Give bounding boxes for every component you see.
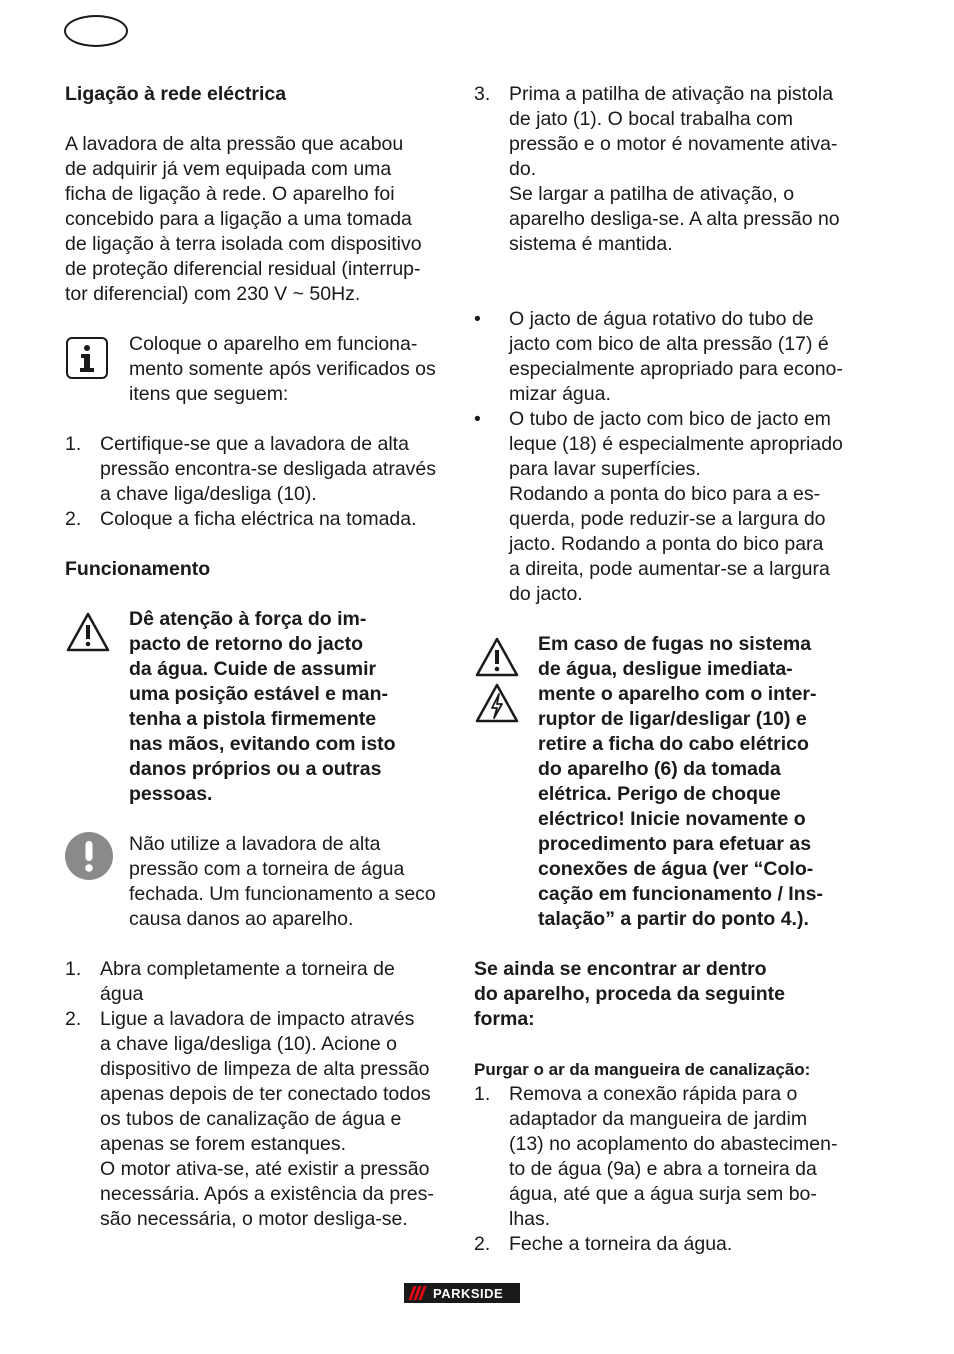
bullet-mark: • <box>474 308 481 330</box>
list-item <box>474 1232 866 1257</box>
text-line: (13) no acoplamento do abastecimen- <box>509 1133 838 1155</box>
text-line: pressão com a torneira de água <box>129 858 405 880</box>
text-line: leque (18) é especialmente apropriado <box>509 433 843 455</box>
text-line: apenas se forem estanques. <box>100 1133 347 1155</box>
heading-connection: Ligação à rede eléctrica <box>65 83 287 105</box>
text-line: do aparelho (6) da tomada <box>538 758 781 780</box>
text-line: apenas depois de ter conectado todos <box>100 1083 431 1105</box>
text-line: a chave liga/desliga (10). <box>100 483 317 505</box>
exclamation-circle-icon <box>65 832 113 887</box>
text-line: pacto de retorno do jacto <box>129 633 364 655</box>
list-item <box>474 82 866 257</box>
text-line: to de água (9a) e abra a torneira da <box>509 1158 817 1180</box>
text-line: são necessária, o motor desliga-se. <box>100 1208 408 1230</box>
text-line: O motor ativa-se, até existir a pressão <box>100 1158 430 1180</box>
text-line: danos próprios ou a outras <box>129 758 382 780</box>
language-oval-icon <box>64 15 128 47</box>
text-line: Coloque a ficha eléctrica na tomada. <box>100 508 417 530</box>
leak-warning-note <box>474 632 866 932</box>
text-line: os tubos de canalização de água e <box>100 1108 402 1130</box>
text-line: pressão e o motor é novamente ativa- <box>509 133 838 155</box>
text-line: para lavar superfícies. <box>509 458 701 480</box>
text-line: Certifique-se que a lavadora de alta <box>100 433 409 455</box>
text-line: elétrica. Perigo de choque <box>538 783 781 805</box>
text-line: de proteção diferencial residual (interrup- <box>65 258 421 280</box>
list-number: 1. <box>474 1083 491 1105</box>
text-line: Dê atenção à força do im- <box>129 608 367 630</box>
text-line: jacto com bico de alta pressão (17) é <box>509 333 829 355</box>
list-number: 1. <box>65 958 82 980</box>
text-line: do aparelho, proceda da seguinte <box>474 983 785 1005</box>
text-line: causa danos ao aparelho. <box>129 908 354 930</box>
list-number: 2. <box>65 1008 82 1030</box>
text-line: ruptor de ligar/desligar (10) e <box>538 708 807 730</box>
bullet-mark: • <box>474 408 481 430</box>
text-line: mento somente após verificados os <box>129 358 436 380</box>
bullet-item <box>474 307 866 407</box>
left-column <box>65 82 450 1232</box>
text-line: a chave liga/desliga (10). Acione o <box>100 1033 398 1055</box>
text-line: de jato (1). O bocal trabalha com <box>509 108 793 130</box>
text-line: Em caso de fugas no sistema <box>538 633 812 655</box>
text-line: cação em funcionamento / Ins- <box>538 883 823 905</box>
list-number: 1. <box>65 433 82 455</box>
caution-note <box>65 832 450 932</box>
purge-title: Purgar o ar da mangueira de canalização: <box>474 1060 811 1079</box>
text-line: Ligue a lavadora de impacto através <box>100 1008 415 1030</box>
warning-note <box>65 607 450 807</box>
text-line: procedimento para efetuar as <box>538 833 812 855</box>
text-line: dispositivo de limpeza de alta pressão <box>100 1058 430 1080</box>
text-line: concebido para a ligação a uma tomada <box>65 208 412 230</box>
text-line: especialmente apropriado para econo- <box>509 358 843 380</box>
list-number: 2. <box>65 508 82 530</box>
text-line: O tubo de jacto com bico de jacto em <box>509 408 831 430</box>
text-line: Coloque o aparelho em funciona- <box>129 333 418 355</box>
right-column <box>474 82 866 1257</box>
electric-hazard-icon <box>474 682 520 731</box>
text-line: jacto. Rodando a ponta do bico para <box>509 533 824 555</box>
text-line: do jacto. <box>509 583 583 605</box>
list-item <box>474 1082 866 1232</box>
text-line: necessária. Após a existência da pres- <box>100 1183 434 1205</box>
text-line: de água, desligue imediata- <box>538 658 793 680</box>
text-line: Se ainda se encontrar ar dentro <box>474 958 767 980</box>
text-line: Não utilize a lavadora de alta <box>129 833 381 855</box>
text-line: da água. Cuide de assumir <box>129 658 377 680</box>
text-line: pressão encontra-se desligada através <box>100 458 437 480</box>
text-line: ficha de ligação à rede. O aparelho foi <box>65 183 395 205</box>
text-line: conexões de água (ver “Colo- <box>538 858 814 880</box>
list-item <box>65 1007 450 1232</box>
list-item <box>65 957 450 1007</box>
text-line: eléctrico! Inicie novamente o <box>538 808 806 830</box>
logo-stripes <box>404 1283 430 1303</box>
text-line: de ligação à terra isolada com dispositivo <box>65 233 422 255</box>
text-line: uma posição estável e man- <box>129 683 389 705</box>
info-icon <box>65 336 109 387</box>
list-item <box>65 507 450 532</box>
heading-operation: Funcionamento <box>65 558 211 580</box>
text-line: Feche a torneira da água. <box>509 1233 733 1255</box>
text-line: mente o aparelho com o inter- <box>538 683 817 705</box>
text-line: retire a ficha do cabo elétrico <box>538 733 809 755</box>
text-line: querda, pode reduzir-se a largura do <box>509 508 826 530</box>
text-line: Remova a conexão rápida para o <box>509 1083 798 1105</box>
text-line: O jacto de água rotativo do tubo de <box>509 308 814 330</box>
warning-triangle-icon <box>65 611 111 660</box>
text-line: A lavadora de alta pressão que acabou <box>65 133 404 155</box>
brand-name: PARKSIDE <box>433 1285 504 1301</box>
text-line: pessoas. <box>129 783 213 805</box>
warning-triangle-icon <box>474 636 520 685</box>
text-line: adaptador da mangueira de jardim <box>509 1108 808 1130</box>
text-line: nas mãos, evitando com isto <box>129 733 396 755</box>
text-line: Abra completamente a torneira de <box>100 958 395 980</box>
text-line: água, até que a água surja sem bo- <box>509 1183 817 1205</box>
text-line: itens que seguem: <box>129 383 289 405</box>
text-line: tenha a pistola firmemente <box>129 708 377 730</box>
text-line: Se largar a patilha de ativação, o <box>509 183 795 205</box>
text-line: sistema é mantida. <box>509 233 673 255</box>
bullet-item <box>474 407 866 607</box>
info-note <box>65 332 450 407</box>
text-line: Prima a patilha de ativação na pistola <box>509 83 834 105</box>
list-number: 3. <box>474 83 491 105</box>
parkside-logo <box>404 1283 520 1303</box>
text-line: lhas. <box>509 1208 551 1230</box>
text-line: forma: <box>474 1008 535 1030</box>
text-line: do. <box>509 158 537 180</box>
connection-paragraph <box>65 132 450 307</box>
text-line: de adquirir já vem equipada com uma <box>65 158 392 180</box>
text-line: tor diferencial) com 230 V ~ 50Hz. <box>65 283 361 305</box>
text-line: a direita, pode aumentar-se a largura <box>509 558 830 580</box>
text-line: aparelho desliga-se. A alta pressão no <box>509 208 840 230</box>
text-line: Rodando a ponta do bico para a es- <box>509 483 821 505</box>
text-line: fechada. Um funcionamento a seco <box>129 883 436 905</box>
list-item <box>65 432 450 507</box>
text-line: água <box>100 983 144 1005</box>
text-line: mizar água. <box>509 383 611 405</box>
air-heading <box>474 957 866 1032</box>
list-number: 2. <box>474 1233 491 1255</box>
text-line: talação” a partir do ponto 4.). <box>538 908 809 930</box>
